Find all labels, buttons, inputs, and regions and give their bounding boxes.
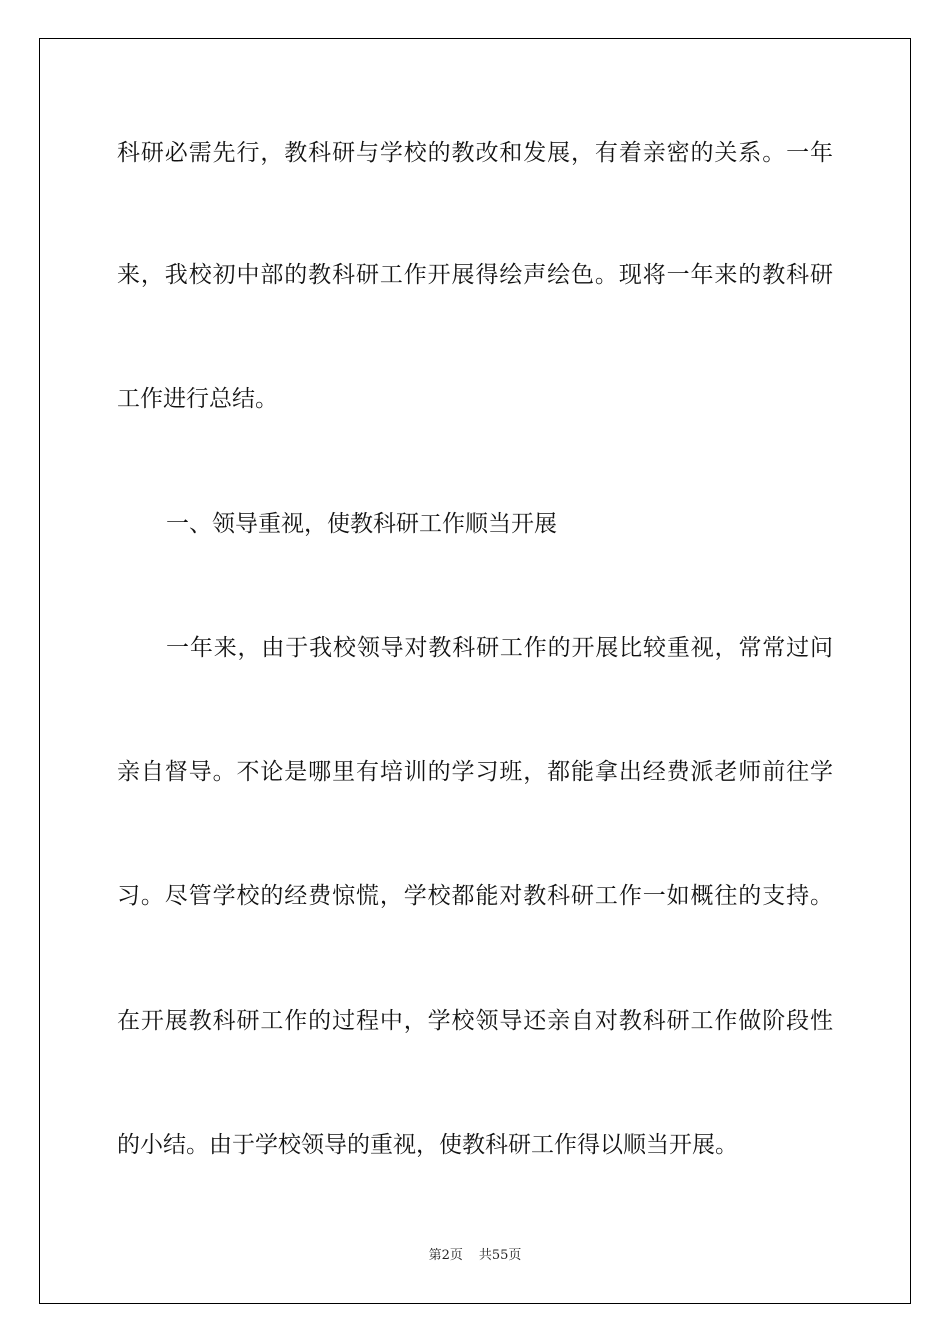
section-heading: 一、领导重视，使教科研工作顺当开展 (166, 511, 557, 537)
paragraph-line: 科研必需先行，教科研与学校的教改和发展，有着亲密的关系。一年 (117, 140, 833, 166)
paragraph-line: 亲自督导。不论是哪里有培训的学习班，都能拿出经费派老师前往学 (117, 759, 833, 785)
paragraph-line: 来，我校初中部的教科研工作开展得绘声绘色。现将一年来的教科研 (117, 262, 833, 288)
page-number: 第2页 (428, 1248, 463, 1263)
page-footer (0, 1247, 950, 1265)
paragraph-line: 在开展教科研工作的过程中，学校领导还亲自对教科研工作做阶段性 (117, 1008, 833, 1034)
paragraph-line: 一年来，由于我校领导对教科研工作的开展比较重视，常常过问 (166, 635, 833, 661)
page-border (39, 38, 911, 1304)
page-total: 共55页 (478, 1248, 522, 1263)
paragraph-line: 习。尽管学校的经费惊慌，学校都能对教科研工作一如概往的支持。 (117, 883, 833, 909)
paragraph-line: 的小结。由于学校领导的重视，使教科研工作得以顺当开展。 (117, 1132, 738, 1158)
paragraph-line: 工作进行总结。 (117, 386, 278, 412)
